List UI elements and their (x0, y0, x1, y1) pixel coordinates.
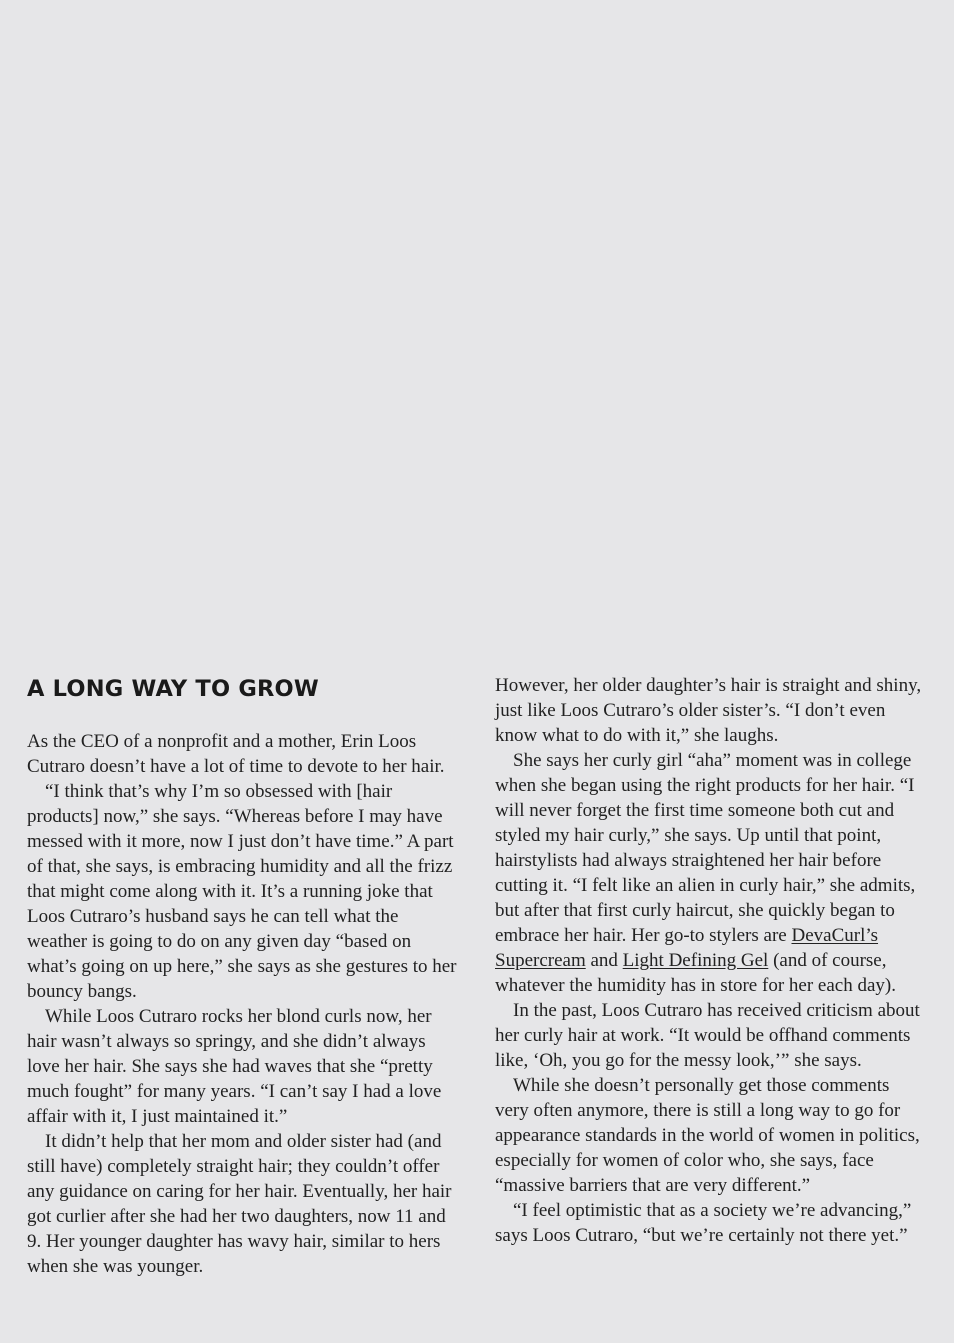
section-heading: A LONG WAY TO GROW (27, 676, 319, 702)
right-column (495, 673, 927, 1248)
paragraph-text: (and of course, whatever the humidity has in store for her each day). (495, 950, 896, 996)
paragraph: While she doesn’t personally get those comments very often anymore, there is still a long way to go for appearance standards in the world of women in politics, especially for women of color who, she says, face “massive barriers that are very different.” (495, 1075, 920, 1196)
paragraph: As the CEO of a nonprofit and a mother, Erin Loos Cutraro doesn’t have a lot of time to devote to her hair. (27, 731, 445, 777)
devacurl-supercream-link[interactable]: DevaCurl’s Supercream (495, 925, 879, 971)
paragraph: “I think that’s why I’m so obsessed with [hair products] now,” she says. “Whereas before I may have messed with it more, now I just don’t have time.” A part of that, she says, is embracing humidity and all the frizz that might come along with it. It’s a running joke that Loos Cutraro’s husband says he can tell what the weather is going to do on any given day “based on what’s going on up here,” she says as she gestures to her bouncy bangs. (27, 781, 457, 1002)
paragraph: It didn’t help that her mom and older sister had (and still have) completely straight hair; they couldn’t offer any guidance on caring for her hair. Eventually, her hair got curlier after she had her two daughters, now 11 and 9. Her younger daughter has wavy hair, similar to hers when she was younger. (27, 1131, 452, 1277)
left-column (27, 673, 459, 1279)
paragraph: However, her older daughter’s hair is straight and shiny, just like Loos Cutraro’s older sister’s. “I don’t even know what to do with it,” she laughs. (495, 675, 922, 746)
light-defining-gel-link[interactable]: Light Defining Gel (622, 950, 769, 971)
paragraph-with-links (495, 748, 927, 998)
paragraph: “I feel optimistic that as a society we’re advancing,” says Loos Cutraro, “but we’re certainly not there yet.” (495, 1200, 912, 1246)
paragraph: In the past, Loos Cutraro has received criticism about her curly hair at work. “It would be offhand comments like, ‘Oh, you go for the messy look,’” she says. (495, 1000, 920, 1071)
paragraph-text: and (585, 950, 623, 971)
hero-image-area (0, 0, 954, 660)
paragraph: While Loos Cutraro rocks her blond curls now, her hair wasn’t always so springy, and she didn’t always love her hair. She says she had waves that she “pretty much fought” for many years. “I can’t say I had a love affair with it, I just maintained it.” (27, 1006, 442, 1127)
paragraph-text: She says her curly girl “aha” moment was in college when she began using the right products for her hair. “I will never forget the first time someone both cut and styled my hair curly,” she says. Up until that point, hairstylists had always straightened her hair before cutting it. “I felt like an alien in curly hair,” she admits, but after that first curly haircut, she quickly began to embrace her hair. Her go-to stylers are (495, 750, 916, 946)
